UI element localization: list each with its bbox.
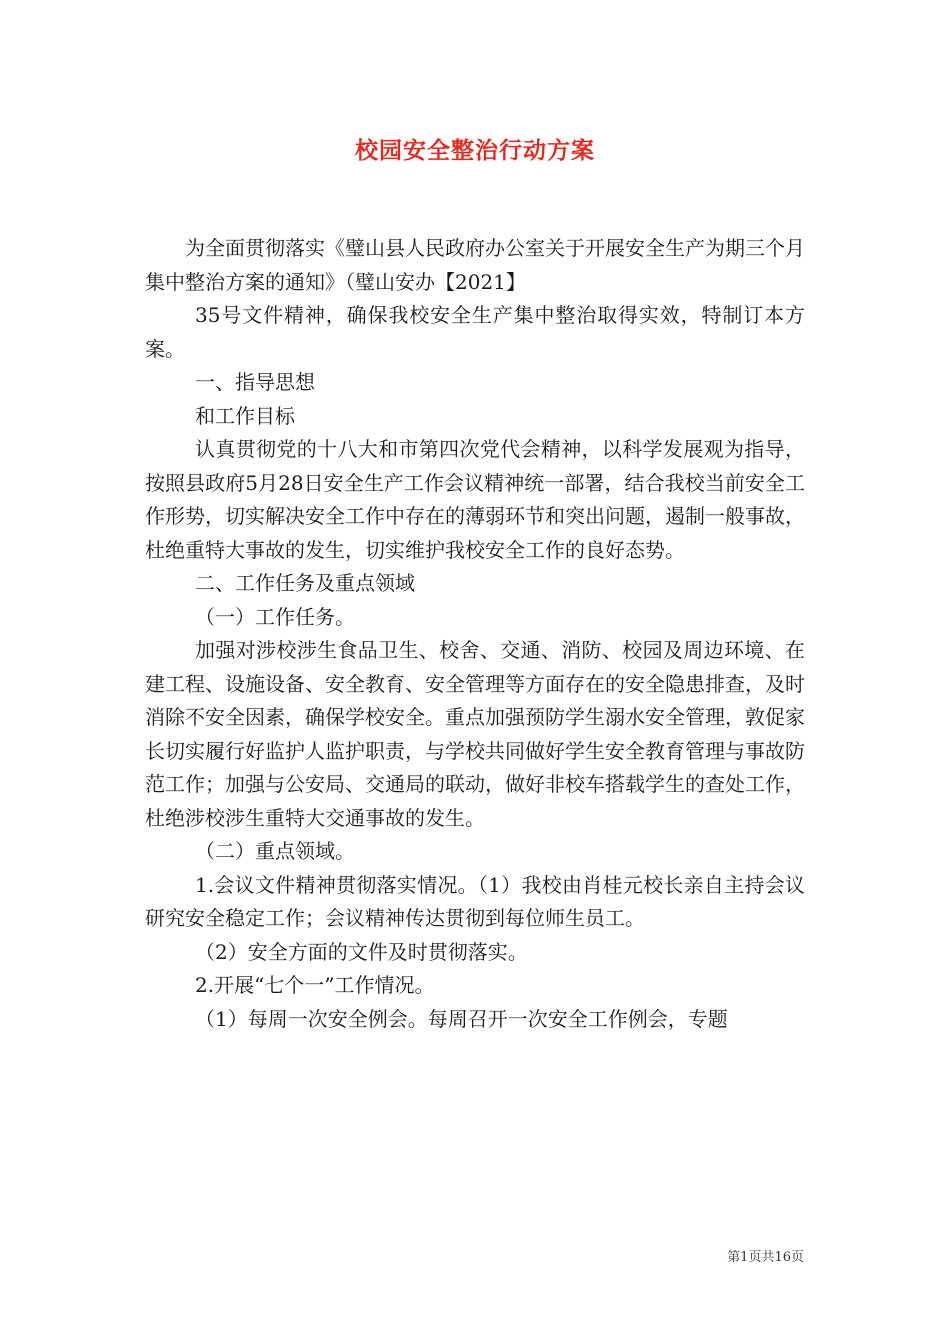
paragraph: 为全面贯彻落实《璧山县人民政府办公室关于开展安全生产为期三个月集中整治方案的通知》（璧山安办【2021】 [145, 236, 805, 294]
paragraph: 加强对涉校涉生食品卫生、校舍、交通、消防、校园及周边环境、在建工程、设施设备、安全教育、安全管理等方面存在的安全隐患排查，及时消除不安全因素，确保学校安全。重点加强预防学生溺水安全管理，敦促家长切实履行好监护人监护职责，与学校共同做好学生安全教育管理与事故防范工作；加强与公安局、交通局的联动，做好非校车搭载学生的查处工作，杜绝涉校涉生重特大交通事故的发生。 [145, 638, 805, 830]
paragraph: （2）安全方面的文件及时贯彻落实。 [195, 939, 528, 964]
sub-heading: （一）工作任务。 [195, 604, 355, 629]
paragraph: 认真贯彻党的十八大和市第四次党代会精神，以科学发展观为指导，按照县政府5月28日安全生产工作会议精神统一部署，结合我校当前安全工作形势，切实解决安全工作中存在的薄弱环节和突出问题，遏制一般事故，杜绝重特大事故的发生，切实维护我校安全工作的良好态势。 [145, 437, 805, 562]
section-heading: 二、工作任务及重点领域 [195, 571, 415, 595]
document-body [145, 232, 805, 1036]
paragraph: 1.会议文件精神贯彻落实情况。（1）我校由肖桂元校长亲自主持会议研究安全稳定工作；会议精神传达贯彻到每位师生员工。 [145, 872, 805, 930]
page-title: 校园安全整治行动方案 [355, 137, 595, 164]
section-heading-continued: 和工作目标 [195, 403, 295, 428]
paragraph: 35号文件精神，确保我校安全生产集中整治取得实效，特制订本方案。 [145, 303, 805, 361]
sub-heading: （二）重点领域。 [195, 839, 355, 863]
page-number: 第1页共16页 [727, 1250, 804, 1265]
paragraph: 2.开展“七个一”工作情况。 [195, 973, 435, 997]
section-heading: 一、指导思想 [195, 370, 315, 394]
paragraph: （1）每周一次安全例会。每周召开一次安全工作例会，专题 [195, 1006, 728, 1031]
